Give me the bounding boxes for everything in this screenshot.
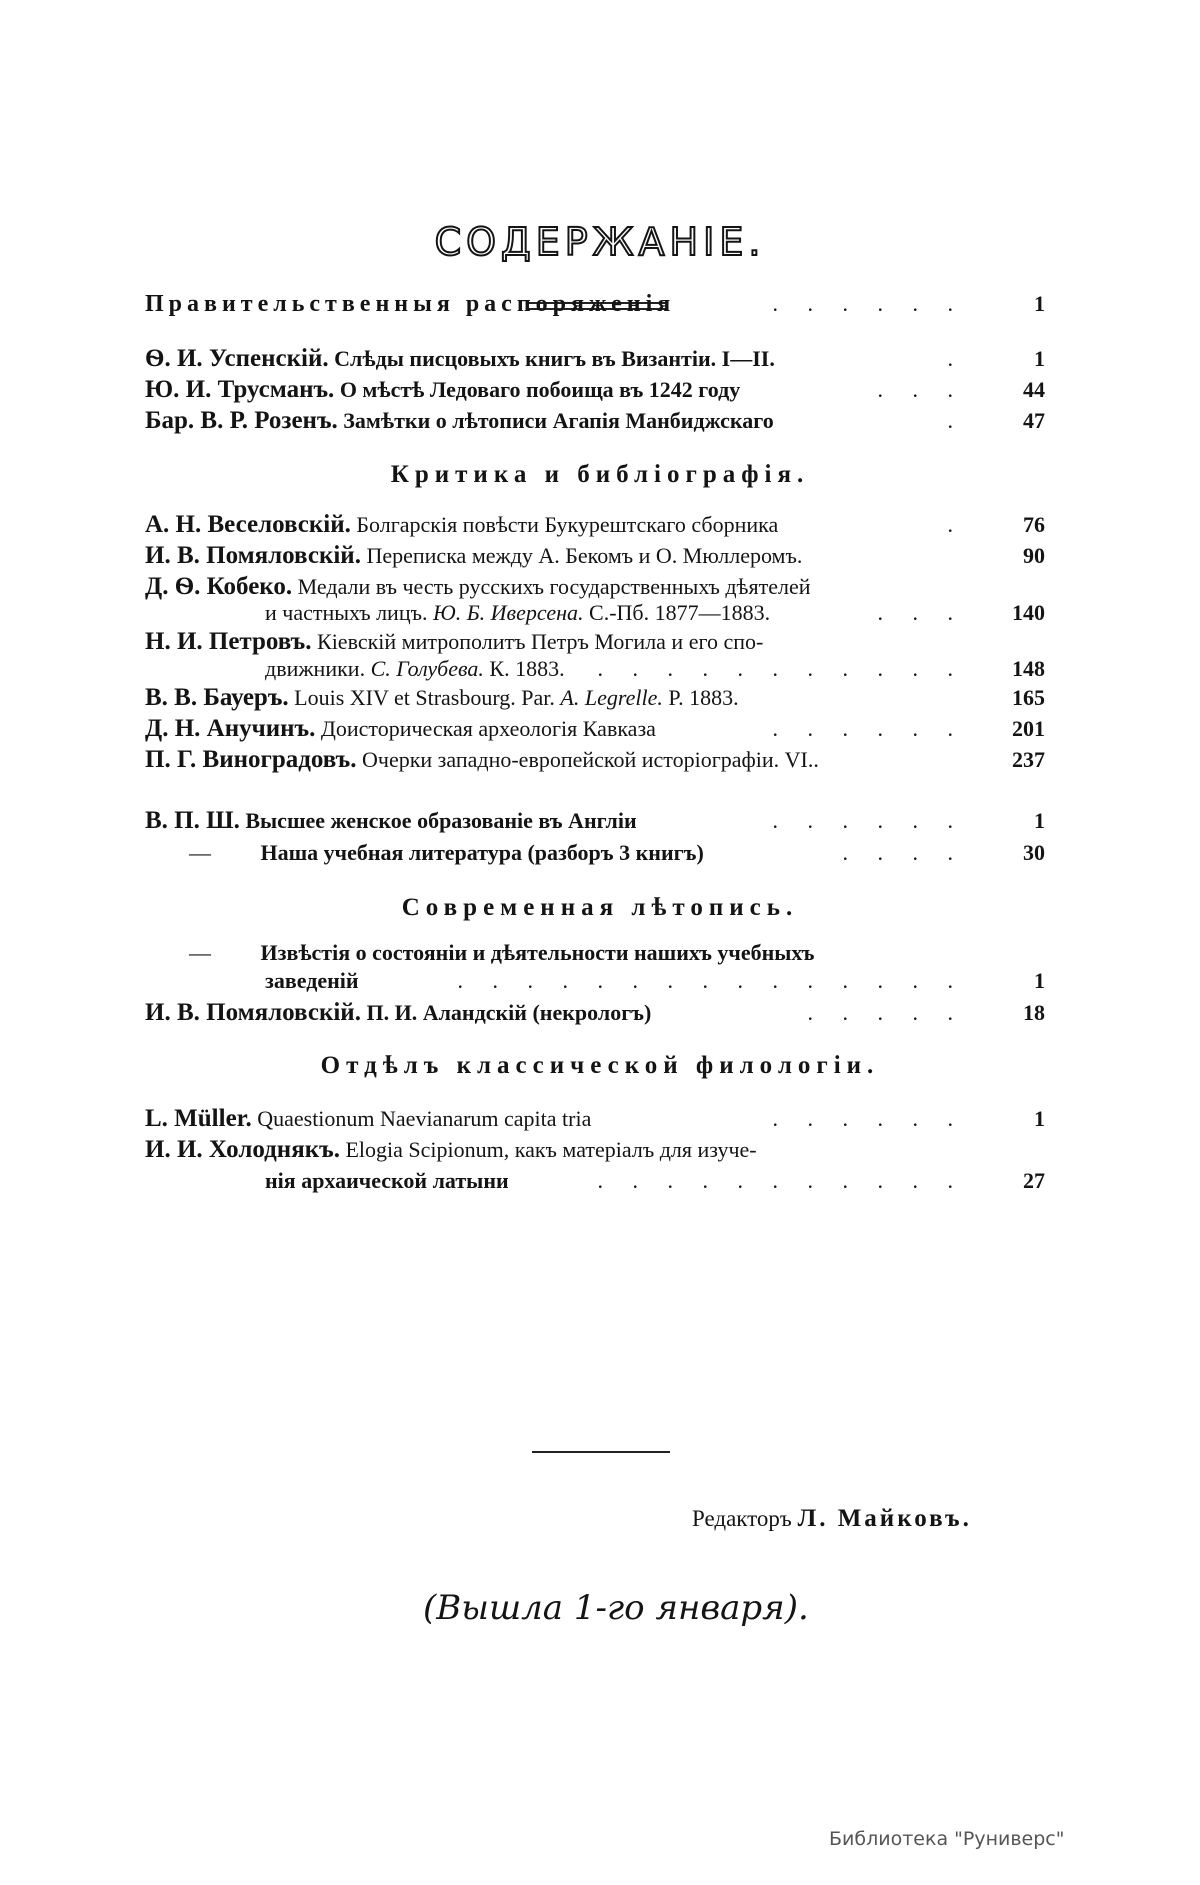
author: Н. И. Петровъ. <box>145 628 312 655</box>
entry-title-cont: движники. <box>265 656 366 681</box>
toc-entry-gov <box>145 287 1045 321</box>
page-number: 237 <box>1012 747 1045 772</box>
page-number: 201 <box>1012 716 1045 741</box>
toc-entry-cont: и частныхъ лицъ. Ю. Б. Иверсена. С.-Пб. 1877—1883. . . . 140 <box>145 596 1045 629</box>
author: И. В. Помяловскій. <box>145 542 361 569</box>
page-number: 27 <box>1023 1168 1045 1193</box>
entry-title: П. И. Аландскій (некрологъ) <box>366 1000 652 1025</box>
author: А. Н. Веселовскій. <box>145 511 351 538</box>
page-number: 76 <box>1023 512 1045 537</box>
page-number: 44 <box>1023 377 1045 402</box>
toc-entry: Д. Н. Анучинъ. Доисторическая археологія Кавказа . . . . . . 201 <box>145 712 1045 745</box>
toc-entry <box>145 539 1045 572</box>
section-gov: Правительственныя распоряженія <box>145 291 676 317</box>
entry-title: О мѣстѣ Ледоваго побоища въ 1242 году <box>339 377 741 402</box>
toc-entry <box>145 743 1045 776</box>
page-title: СОДЕРЖАНІЕ. <box>434 220 766 264</box>
entry-title: Louis XIV et Strasbourg. Par. <box>294 685 555 710</box>
entry-imprint: К. 1883. <box>489 656 565 681</box>
toc-entry: Ю. И. Трусманъ. О мѣстѣ Ледоваго побоища въ 1242 году . . . 44 <box>145 373 1045 406</box>
entry-title: Очерки западно-европейской исторіографіи. VI.. <box>362 747 819 772</box>
toc-entry: А. Н. Веселовскій. Болгарскія повѣсти Букурештскаго сборника . 76 <box>145 508 1045 541</box>
author: Бар. В. Р. Розенъ. <box>145 407 338 434</box>
reviewed-author: С. Голубева. <box>370 656 484 681</box>
entry-title: Высшее женское образованіе въ Англіи <box>245 808 637 833</box>
editor-name: Л. Майковъ. <box>797 1505 972 1532</box>
author: П. Г. Виноградовъ. <box>145 746 357 773</box>
reviewed-author: Ю. Б. Иверсена. <box>432 600 584 625</box>
entry-title: Извѣстія о состояніи и дѣятельности нашихъ учебныхъ <box>260 940 815 965</box>
library-watermark: Библиотека "Руниверс" <box>829 1828 1065 1850</box>
author: И. И. Холоднякъ. <box>145 1136 340 1163</box>
entry-title: Доисторическая археологія Кавказа <box>320 716 656 741</box>
entry-title: Замѣтки о лѣтописи Агапія Манбиджскаго <box>343 408 774 433</box>
separator-rule <box>532 1451 670 1453</box>
leader-dots: . . . . . . <box>772 291 965 316</box>
page-number: 30 <box>1023 840 1045 865</box>
author: И. В. Помяловскій. <box>145 999 361 1026</box>
page-number: 47 <box>1023 408 1045 433</box>
entry-title: Наша учебная литература (разборъ 3 книгъ) <box>260 840 704 865</box>
toc-entry: В. П. Ш. Высшее женское образованіе въ Англіи . . . . . . 1 <box>145 804 1045 837</box>
entry-title: Медали въ честь русскихъ государственныхъ дѣятелей <box>297 574 811 599</box>
ditto-dash: — <box>189 940 211 965</box>
toc-entry <box>145 1133 1045 1166</box>
page-number: 1 <box>1034 1106 1045 1131</box>
toc-entry <box>145 681 1045 714</box>
author: Д. Н. Анучинъ. <box>145 715 316 742</box>
toc-entry: — Наша учебная литература (разборъ 3 книгъ) . . . . 30 <box>145 836 1045 869</box>
entry-title: Elogia Scipionum, какъ матеріалъ для изуче- <box>345 1137 757 1162</box>
page-number: 1 <box>1034 291 1045 316</box>
entry-title-cont: и частныхъ лицъ. <box>265 600 428 625</box>
entry-title: Кіевскій митрополитъ Петръ Могила и его спо- <box>317 629 764 654</box>
author: В. В. Бауеръ. <box>145 684 289 711</box>
page-number: 165 <box>1012 685 1045 710</box>
entry-title: Переписка между А. Бекомъ и О. Мюллеромъ. <box>366 543 803 568</box>
entry-title-cont: нія архаической латыни <box>265 1168 509 1193</box>
toc-entry-cont: заведеній . . . . . . . . . . . . . . . 1 <box>145 964 1045 997</box>
toc-entry: Бар. В. Р. Розенъ. Замѣтки о лѣтописи Агапія Манбиджскаго . 47 <box>145 404 1045 437</box>
page-number: 148 <box>1012 656 1045 681</box>
entry-title: Quaestionum Naevianarum capita tria <box>257 1106 592 1131</box>
editor-label: Редакторъ <box>692 1506 792 1531</box>
page-number: 1 <box>1034 346 1045 371</box>
entry-title: Слѣды писцовыхъ книгъ въ Византіи. I—II. <box>334 346 775 371</box>
author: Д. Ѳ. Кобеко. <box>145 573 293 600</box>
page-number: 1 <box>1034 808 1045 833</box>
page-number: 1 <box>1034 968 1045 993</box>
toc-entry: Ѳ. И. Успенскій. Слѣды писцовыхъ книгъ въ Византіи. I—II. . 1 <box>145 342 1045 375</box>
page-number: 18 <box>1023 1000 1045 1025</box>
toc-entry: L. Müller. Quaestionum Naevianarum capita tria . . . . . . 1 <box>145 1102 1045 1135</box>
section-classical: Отдѣлъ классической филологіи. <box>320 1052 880 1079</box>
entry-imprint: P. 1883. <box>668 685 739 710</box>
toc-entry: И. В. Помяловскій. П. И. Аландскій (некрологъ) . . . . . 18 <box>145 996 1045 1029</box>
issued-note: (Вышла 1-го января). <box>423 1588 809 1628</box>
toc-entry-cont: движники. С. Голубева. К. 1883. . . . . . . . . . . . 148 <box>145 652 1045 685</box>
section-critique: Критика и библіографія. <box>390 461 810 488</box>
entry-title: Болгарскія повѣсти Букурештскаго сборника <box>356 512 779 537</box>
editor-line <box>692 1505 972 1533</box>
author: Ю. И. Трусманъ. <box>145 376 335 403</box>
ditto-dash: — <box>189 840 211 865</box>
section-chronicle: Современная лѣтопись. <box>401 894 799 921</box>
page-number: 90 <box>1023 543 1045 568</box>
reviewed-author: A. Legrelle. <box>560 685 663 710</box>
author: L. Müller. <box>145 1105 252 1132</box>
entry-title-cont: заведеній <box>265 968 359 993</box>
author: В. П. Ш. <box>145 807 240 834</box>
entry-imprint: С.-Пб. 1877—1883. <box>589 600 771 625</box>
page-number: 140 <box>1012 600 1045 625</box>
toc-entry-cont: нія архаической латыни . . . . . . . . . . . 27 <box>145 1164 1045 1197</box>
author: Ѳ. И. Успенскій. <box>145 345 329 372</box>
